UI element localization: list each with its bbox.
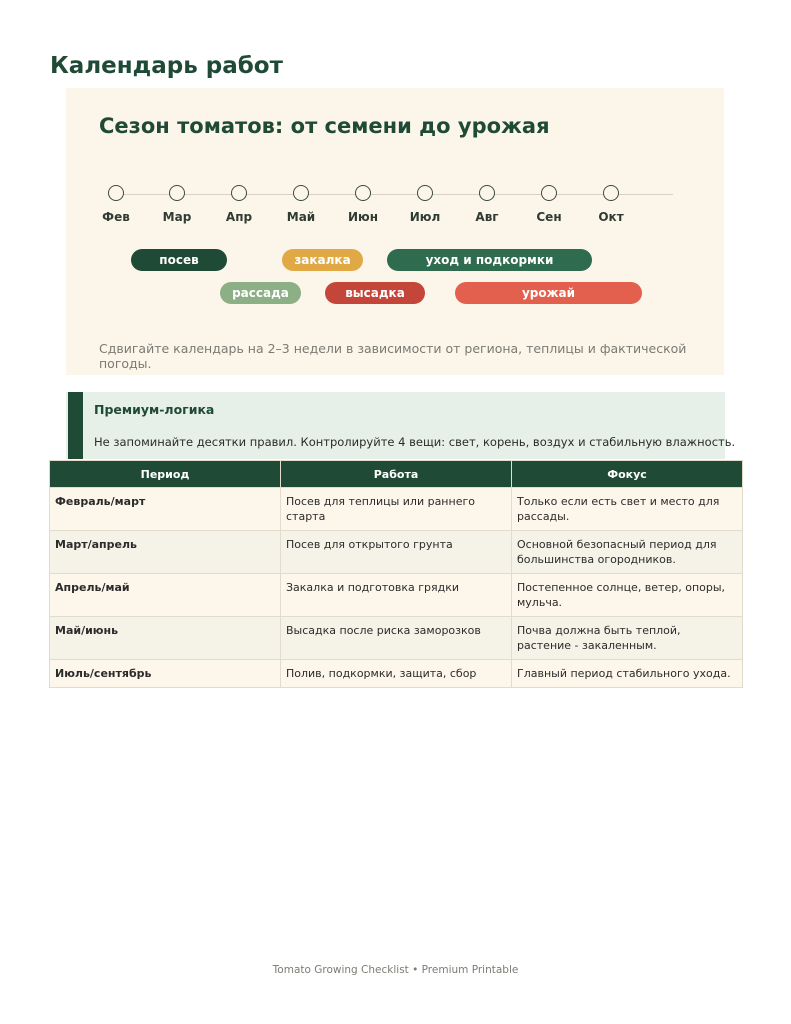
month-label: Сен xyxy=(536,210,562,224)
cell-period: Май/июнь xyxy=(50,617,281,660)
cell-period: Июль/сентябрь xyxy=(50,660,281,688)
month-may xyxy=(271,185,331,224)
month-dot-icon xyxy=(603,185,619,201)
season-calendar-card xyxy=(66,88,724,375)
stage-sowing: посев xyxy=(131,249,227,271)
column-header-work: Работа xyxy=(281,461,512,488)
table-row xyxy=(50,531,743,574)
schedule-table xyxy=(49,460,743,688)
page-footer: Tomato Growing Checklist • Premium Printable xyxy=(272,964,519,976)
month-jun xyxy=(333,185,393,224)
month-jul xyxy=(395,185,455,224)
month-feb xyxy=(86,185,146,224)
month-dot-icon xyxy=(355,185,371,201)
callout-accent-bar xyxy=(68,392,83,459)
column-header-period: Период xyxy=(50,461,281,488)
month-label: Апр xyxy=(225,210,253,224)
cell-focus: Основной безопасный период для большинства огородников. xyxy=(512,531,743,574)
stage-harvest: урожай xyxy=(455,282,642,304)
cell-focus: Только если есть свет и место для рассады. xyxy=(512,488,743,531)
page-title: Календарь работ xyxy=(50,53,283,79)
cell-work: Высадка после риска заморозков xyxy=(281,617,512,660)
cell-period: Март/апрель xyxy=(50,531,281,574)
month-dot-icon xyxy=(541,185,557,201)
month-dot-icon xyxy=(108,185,124,201)
stage-seedlings: рассада xyxy=(220,282,301,304)
month-aug xyxy=(457,185,517,224)
stage-hardening: закалка xyxy=(282,249,363,271)
table-row xyxy=(50,660,743,688)
month-dot-icon xyxy=(293,185,309,201)
table-row xyxy=(50,488,743,531)
calendar-note: Сдвигайте календарь на 2–3 недели в зависимости от региона, теплицы и фактической погоды. xyxy=(99,341,687,371)
month-label: Авг xyxy=(475,210,499,224)
month-dot-icon xyxy=(231,185,247,201)
cell-focus: Почва должна быть теплой, растение - закаленным. xyxy=(512,617,743,660)
month-dot-icon xyxy=(479,185,495,201)
month-label: Июн xyxy=(348,210,378,224)
cell-focus: Главный период стабильного ухода. xyxy=(512,660,743,688)
month-oct xyxy=(581,185,641,224)
month-label: Июл xyxy=(409,210,441,224)
cell-focus: Постепенное солнце, ветер, опоры, мульча. xyxy=(512,574,743,617)
premium-text: Не запоминайте десятки правил. Контролируйте 4 вещи: свет, корень, воздух и стабильную влажность. xyxy=(94,435,736,449)
premium-title: Премиум-логика xyxy=(94,402,215,417)
table-row xyxy=(50,617,743,660)
month-sep xyxy=(519,185,579,224)
month-label: Мар xyxy=(162,210,192,224)
calendar-title: Сезон томатов: от семени до урожая xyxy=(99,114,550,138)
cell-work: Закалка и подготовка грядки xyxy=(281,574,512,617)
cell-work: Посев для теплицы или раннего старта xyxy=(281,488,512,531)
month-dot-icon xyxy=(417,185,433,201)
cell-period: Февраль/март xyxy=(50,488,281,531)
table-header-row xyxy=(50,461,743,488)
month-dot-icon xyxy=(169,185,185,201)
premium-callout xyxy=(66,392,736,459)
cell-work: Посев для открытого грунта xyxy=(281,531,512,574)
month-label: Окт xyxy=(598,210,624,224)
stage-planting: высадка xyxy=(325,282,425,304)
cell-period: Апрель/май xyxy=(50,574,281,617)
cell-work: Полив, подкормки, защита, сбор xyxy=(281,660,512,688)
table-row xyxy=(50,574,743,617)
column-header-focus: Фокус xyxy=(512,461,743,488)
stage-care: уход и подкормки xyxy=(387,249,592,271)
month-label: Май xyxy=(286,210,316,224)
month-label: Фев xyxy=(102,210,130,224)
month-apr xyxy=(209,185,269,224)
month-mar xyxy=(147,185,207,224)
